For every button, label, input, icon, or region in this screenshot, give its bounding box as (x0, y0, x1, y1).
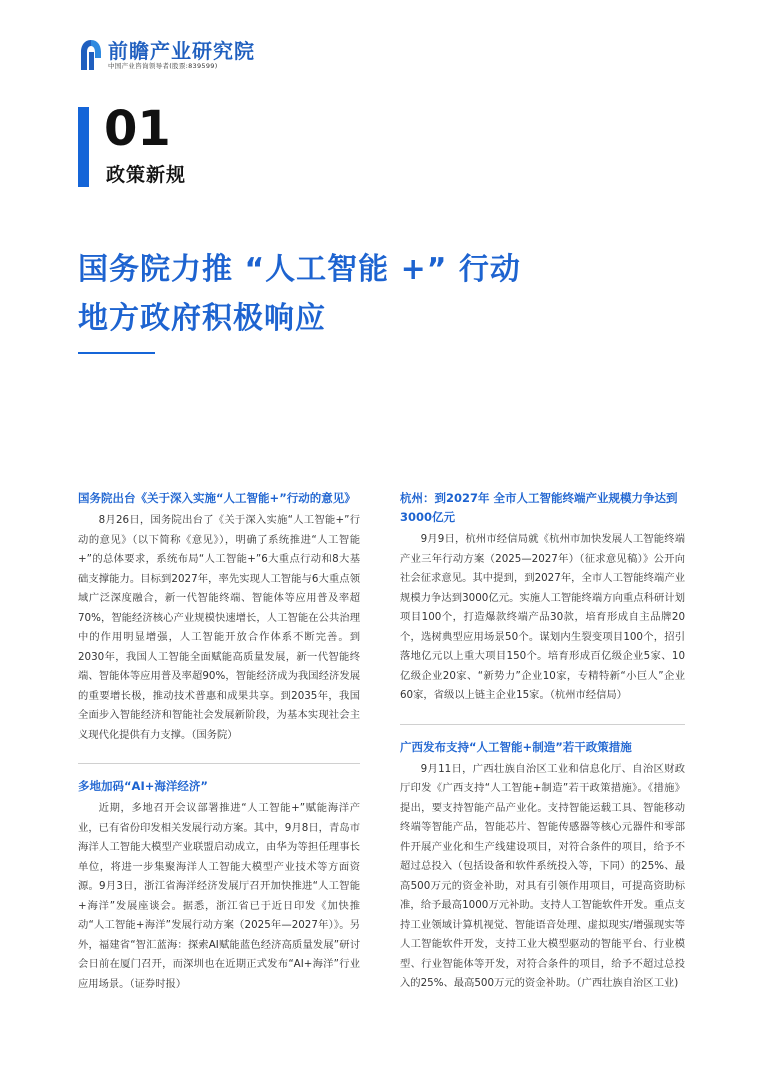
article-title: 杭州：到2027年 全市人工智能终端产业规模力争达到3000亿元 (400, 491, 678, 524)
logo-name: 前瞻产业研究院 (108, 38, 255, 63)
article-body: 9月9日，杭州市经信局就《杭州市加快发展人工智能终端产业三年行动方案（2025—2027年）（征求意见稿）》公开向社会征求意见。其中提到，到2027年，全市人工智能终端产业规模力争达到3000亿元。实施人工智能终端方向重点科研计划项目100个，打造爆款终端产品30款，培育形成自主品牌20个，选树典型应用场景50个。谋划内生裂变项目100个，招引落地亿元以上重大项目150个。培育形成百亿级企业5家、10亿级企业20家、“新势力”企业10家，专精特新“小巨人”企业60家，省级以上链主企业15家。（杭州市经信局） (400, 533, 685, 701)
left-column (78, 489, 360, 994)
article-title: 广西发布支持“人工智能+制造”若干政策措施 (400, 739, 632, 754)
brand-logo-icon (78, 38, 104, 72)
article-ai-ocean (78, 777, 360, 994)
right-column (400, 489, 685, 994)
article-body: 9月11日，广西壮族自治区工业和信息化厅、自治区财政厅印发《广西支持“人工智能+制造”若干政策措施》。《措施》提出，要支持智能产品产业化。支持智能运载工具、智能移动终端等智能产品，智能芯片、智能传感器等核心元器件和零部件开展产业化和生产线建设项目，对符合条件的项目，给予不超过总投入（包括设备和软件系统投入等，下同）的25%、最高500万元的资金补助，对具有引领作用项目，可提高资助标准，给予最高1000万元补助。支持人工智能软件开发。重点支持工业领域计算机视觉、智能语音处理、虚拟现实/增强现实等人工智能软件开发，支持工业大模型驱动的智能平台、行业模型、行业智能体等开发，对符合条件的项目，给予不超过总投入的25%、最高500万元的资金补助。（广西壮族自治区工业) (400, 762, 685, 989)
article-state-council (78, 489, 360, 745)
headline-underline (78, 352, 155, 354)
section-number: 01 (104, 101, 171, 157)
article-divider (78, 763, 360, 764)
article-body: 8月26日，国务院出台了《关于深入实施“人工智能+”行动的意见》（以下简称《意见》），明确了系统推进“人工智能+”的总体要求，系统布局“人工智能+”6大重点行动和8大基础支撑能力。目标到2027年，率先实现人工智能与6大重点领域广泛深度融合，新一代智能终端、智能体等应用普及率超70%，智能经济核心产业规模快速增长，人工智能在公共治理中的作用明显增强，人工智能开放合作体系不断完善。到2030年，我国人工智能全面赋能高质量发展，新一代智能终端、智能体等应用普及率超90%，智能经济成为我国经济发展的重要增长极，推动技术普惠和成果共享。到2035年，我国全面步入智能经济和智能社会发展新阶段，为基本实现社会主义现代化提供有力支撑。（国务院） (78, 514, 360, 741)
article-body: 近期，多地召开会议部署推进“人工智能+”赋能海洋产业，已有省份印发相关发展行动方案。其中，9月8日，青岛市海洋人工智能大模型产业联盟启动成立，由华为等担任理事长单位，将进一步集聚海洋人工智能大模型产业技术等方面资源。9月3日，浙江省海洋经济发展厅召开加快推进“人工智能+海洋”发展座谈会。据悉，浙江省已于近日印发《加快推动“人工智能+海洋”发展行动方案（2025年—2027年）》。另外，福建省“智汇蓝海：探索AI赋能蓝色经济高质量发展”研讨会日前在厦门召开，而深圳也在近期正式发布“AI+海洋”行业应用场景。（证券时报） (78, 802, 360, 990)
headline-line-1: 国务院力推 “人工智能 +” 行动 (78, 252, 521, 287)
article-divider (400, 724, 685, 725)
article-guangxi (400, 738, 685, 994)
section-accent-bar (78, 107, 89, 187)
page-headline (78, 245, 521, 343)
logo-subtitle: 中国产业咨询领导者(股票:839599) (108, 61, 218, 70)
headline-line-2: 地方政府积极响应 (78, 301, 326, 336)
article-title: 国务院出台《关于深入实施“人工智能+”行动的意见》 (78, 491, 356, 505)
brand-logo (78, 38, 255, 72)
article-hangzhou (400, 489, 685, 706)
article-title: 多地加码“AI+海洋经济” (78, 779, 208, 793)
section-title: 政策新规 (106, 164, 187, 186)
